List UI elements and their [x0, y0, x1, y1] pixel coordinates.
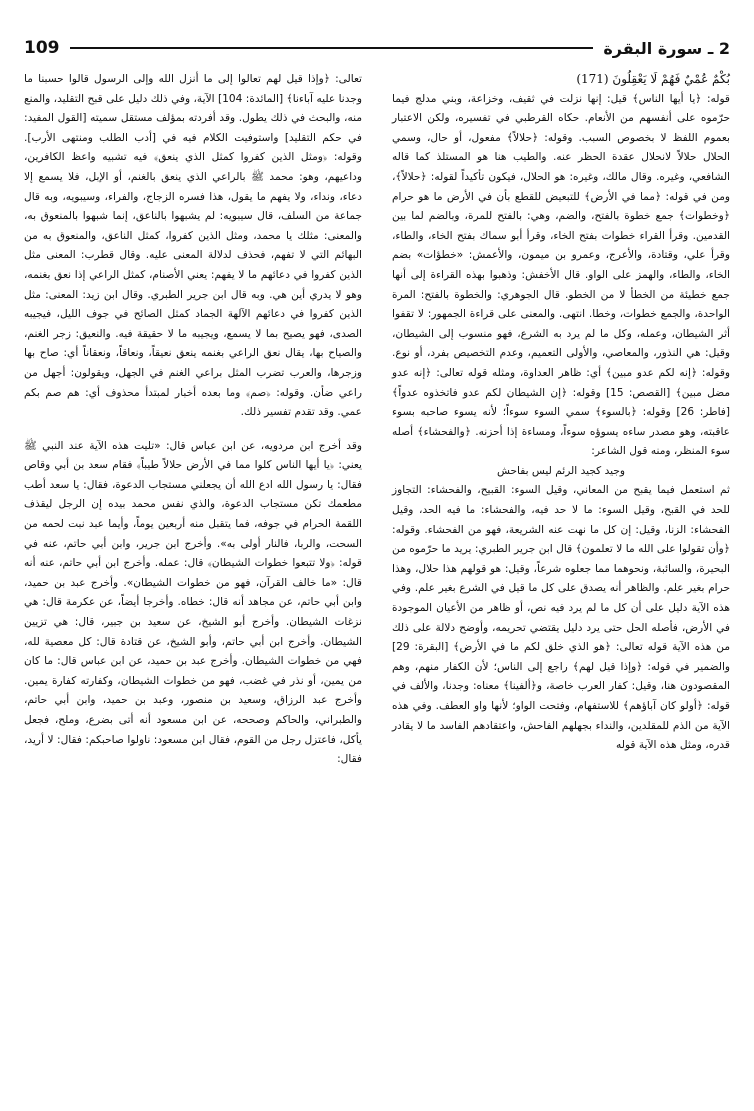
- poem-line: وجيد كجيد الرئم ليس بفاحش: [496, 464, 626, 477]
- left-column: [24, 70, 362, 770]
- page-body: [24, 70, 730, 1099]
- page-number: 109: [24, 38, 60, 58]
- paragraph-separator: [24, 423, 362, 437]
- page-header: [24, 36, 730, 60]
- header-rule: [70, 47, 594, 49]
- verse-tail: بُكْمٌ عُمْيٌ فَهُمْ لَا يَعْقِلُونَ (171): [576, 72, 730, 86]
- surah-title: 2 ـ سورة البقرة: [603, 38, 730, 58]
- right-paragraph-1: قوله: ﴿يا أيها الناس﴾ قيل: إنها نزلت في ثقيف، وخزاعة، وبني مدلج فيما حرّموه على أنفسهم من الأنعام. حكاه القرطبي في تفسيره، ولكن الاعتبار بعموم اللفظ لا بخصوص السبب. وقوله: ﴿حلالاً﴾ مفعول، أو حال، وسمي الحلال حلالاً لانحلال عقدة الحظر عنه. والطيب هنا هو المستلذ كما قاله الشافعي، وغيره. وقال مالك، وغيره: هو الحلال، فيكون تأكيداً لقوله: ﴿حلالاً﴾، ومن في قوله: ﴿مما في الأرض﴾ للتبعيض للقطع بأن في الأرض ما هو حرام ﴿وخطوات﴾ جمع خطوة بالفتح، والضم، وهي: بالفتح للمرة، وبالضم لما بين القدمين. وقرأ القراء خطوات بفتح الخاء، وقرأ أبو سماك بفتح الخاء، والطاء، وقرأ علي، وقتادة، والأعرج، وعمرو بن ميمون، والأعمش: «خطؤات» بضم الخاء، والطاء، والهمز على الواو. قال الأخفش: وذهبوا بهذه القراءة إلى أنها جمع خطيئة من الخطأ لا من الخطو. قال الجوهري: والخطوة بالفتح: المرة الواحدة، والجمع خطوات، وخطا. انتهى. والمعنى على قراءة الجمهور: لا تقفوا أثر الشيطان، وعمله، وكل ما لم يرد به الشرع، فهو منسوب إلى الشيطان، وقيل: هي النذور، والمعاصي، والأولى التعميم، وعدم التخصيص بفرد، أو نوع. وقوله: ﴿إنه لكم عدو مبين﴾ أي: ظاهر العداوة، ومثله قوله تعالى: ﴿إنه عدو مضل مبين﴾ [القصص: 15] وقوله: ﴿إن الشيطان لكم عدو فاتخذوه عدواً﴾ [فاطر: 26] وقوله: ﴿بالسوء﴾ سمي السوء سوءاً؛ لأنه يسوء صاحبه بسوء عاقبته، وهو مصدر ساءه يسوؤه سوءاً، ومساءة إذا أحزنه. ﴿والفحشاء﴾ أصله سوء المنظر، ومنه قول الشاعر:: [392, 92, 731, 458]
- left-paragraph-1: تعالى: ﴿وإذا قيل لهم تعالوا إلى ما أنزل الله وإلى الرسول قالوا حسبنا ما وجدنا عليه آباءنا﴾ [المائدة: 104] الآية، وفي ذلك دليل على قبح التقليد، والمنع منه، والبحث في ذلك يطول. وقد أفردته بمؤلف مستقل سميته [القول المفيد: في حكم التقليد] واستوفيت الكلام فيه في [أدب الطلب ومنتهى الأرب]. وقوله: ﴿ومثل الذين كفروا كمثل الذي ينعق﴾ فيه تشبيه واعظ الكافرين، وداعيهم، وهو: محمد ﷺ بالراعي الذي ينعق بالغنم، أو الإبل، فلا يسمع إلا دعاء، ونداء، ولا يفهم ما يقول، هذا فسره الزجاج، والفراء، وسيبويه، وبه قال جماعة من السلف، قال سيبويه: لم يشبهوا بالناعق، إنما شبهوا بالمنعوق به، والمعنى: مثلك يا محمد، ومثل الذين كفروا، كمثل الناعق، والمنعوق به من البهائم التي لا تفهم، فحذف لدلالة المعنى عليه. وقال قطرب: المعنى مثل الذين كفروا في دعائهم ما لا يفهم: يعني الأصنام، كمثل الراعي إذا نعق بغنمه، وهو لا يدري أين هي. وبه قال ابن جرير الطبري. وقال ابن زيد: المعنى: مثل الذين كفروا في دعائهم الآلهة الجماد كمثل الصائح في جوف الليل، فيجيبه الصدى، فهو يصيح بما لا يسمع، ويجيبه ما لا حقيقة فيه. والنعيق: زجر الغنم، والصياح بها، يقال نعق الراعي بغنمه ينعق نعيقاً، ونعاقاً، ونعقاناً أي: صاح بها وزجرها، والعرب تضرب المثل براعي الغنم في الجهل، ويقولون: أجهل من راعي ضأن. وقوله: ﴿صم﴾ وما بعده أخبار لمبتدأ محذوف أي: هم صم بكم عمي. وقد تقدم تفسير ذلك.: [24, 73, 362, 419]
- right-paragraph-2: ثم استعمل فيما يقبح من المعاني، وقيل السوء: القبيح، والفحشاء: التجاوز للحد في القبح، وقيل السوء: ما لا حد فيه، والفحشاء: ما فيه الحد، وقيل الفحشاء: الزنا، وقيل: إن كل ما نهت عنه الشريعة، فهو من الفحشاء. وقوله: ﴿وأن تقولوا على الله ما لا تعلمون﴾ قال ابن جرير الطبري: يريد ما حرّموه من البحيرة، والسائبة، ونحوهما مما جعلوه شرعاً، وقيل: هو قولهم هذا حلال، وهذا حرام بغير علم. والظاهر أنه يصدق على كل ما قيل في الشرع بغير علم. وفي هذه الآية دليل على أن كل ما لم يرد فيه نص، أو ظاهر من الأعيان الموجودة في الأرض، فأصله الحل حتى يرد دليل يقتضي تحريمه، وأوضح دلالة على ذلك من هذه الآية قوله تعالى: ﴿هو الذي خلق لكم ما في الأرض﴾ [البقرة: 29] والضمير في قوله: ﴿وإذا قيل لهم﴾ راجع إلى الناس؛ لأن الكفار منهم، وهم المقصودون هنا، وقيل: كفار العرب خاصة، و﴿ألفينا﴾ معناه: وجدنا، والألف في قوله: ﴿أولو كان آباؤهم﴾ للاستفهام، وفتحت الواو؛ لأنها واو العطف. وفي هذه الآية من الذم للمقلدين، والنداء بجهلهم الفاحش، واعتقادهم الفاسد ما لا يقادر قدره، ومثل هذه الآية قوله: [392, 484, 730, 752]
- left-paragraph-2: وقد أخرج ابن مردويه، عن ابن عباس قال: «تليت هذه الآية عند النبي ﷺ يعني: ﴿يا أيها الناس كلوا مما في الأرض حلالاً طيباً﴾ فقام سعد بن أبي وقاص فقال: يا رسول الله ادع الله أن يجعلني مستجاب الدعوة، فقال: يا سعد أطب مطعمك تكن مستجاب الدعوة، والذي نفس محمد بيده إن الرجل ليقذف اللقمة الحرام في جوفه، فما يتقبل منه أربعين يوماً، وأيما عبد نبت لحمه من السحت، والربا، فالنار أولى به». وأخرج ابن جرير، وابن أبي حاتم، عنه في قوله: ﴿ولا تتبعوا خطوات الشيطان﴾ قال: عمله. وأخرج ابن أبي حاتم، عنه أنه قال: «ما خالف القرآن، فهو من خطوات الشيطان». وأخرج عبد بن حميد، وابن أبي حاتم، عن مجاهد أنه قال: خطاه. وأخرجا أيضاً، عن عكرمة قال: هي نزغات الشيطان. وأخرج أبو الشيخ، عن سعيد بن جبير، قال: هي تزيين الشيطان. وأخرج ابن أبي حاتم، وأبو الشيخ، عن قتادة قال: كل معصية لله، فهي من خطوات الشيطان. وأخرج عبد بن حميد، عن ابن عباس قال: ما كان من يمين، أو نذر في غضب، فهو من خطوات الشيطان، وكفارته كفارة يمين. وأخرج عبد الرزاق، وسعيد بن منصور، وعبد بن حميد، وابن أبي حاتم، والطبراني، والحاكم وصححه، عن ابن مسعود أنه أتى بضرع، وملح، فجعل يأكل، فاعتزل رجل من القوم، فقال ابن مسعود: ناولوا صاحبكم: فقال: لا أريد، فقال:: [24, 439, 362, 766]
- right-column: [392, 70, 730, 756]
